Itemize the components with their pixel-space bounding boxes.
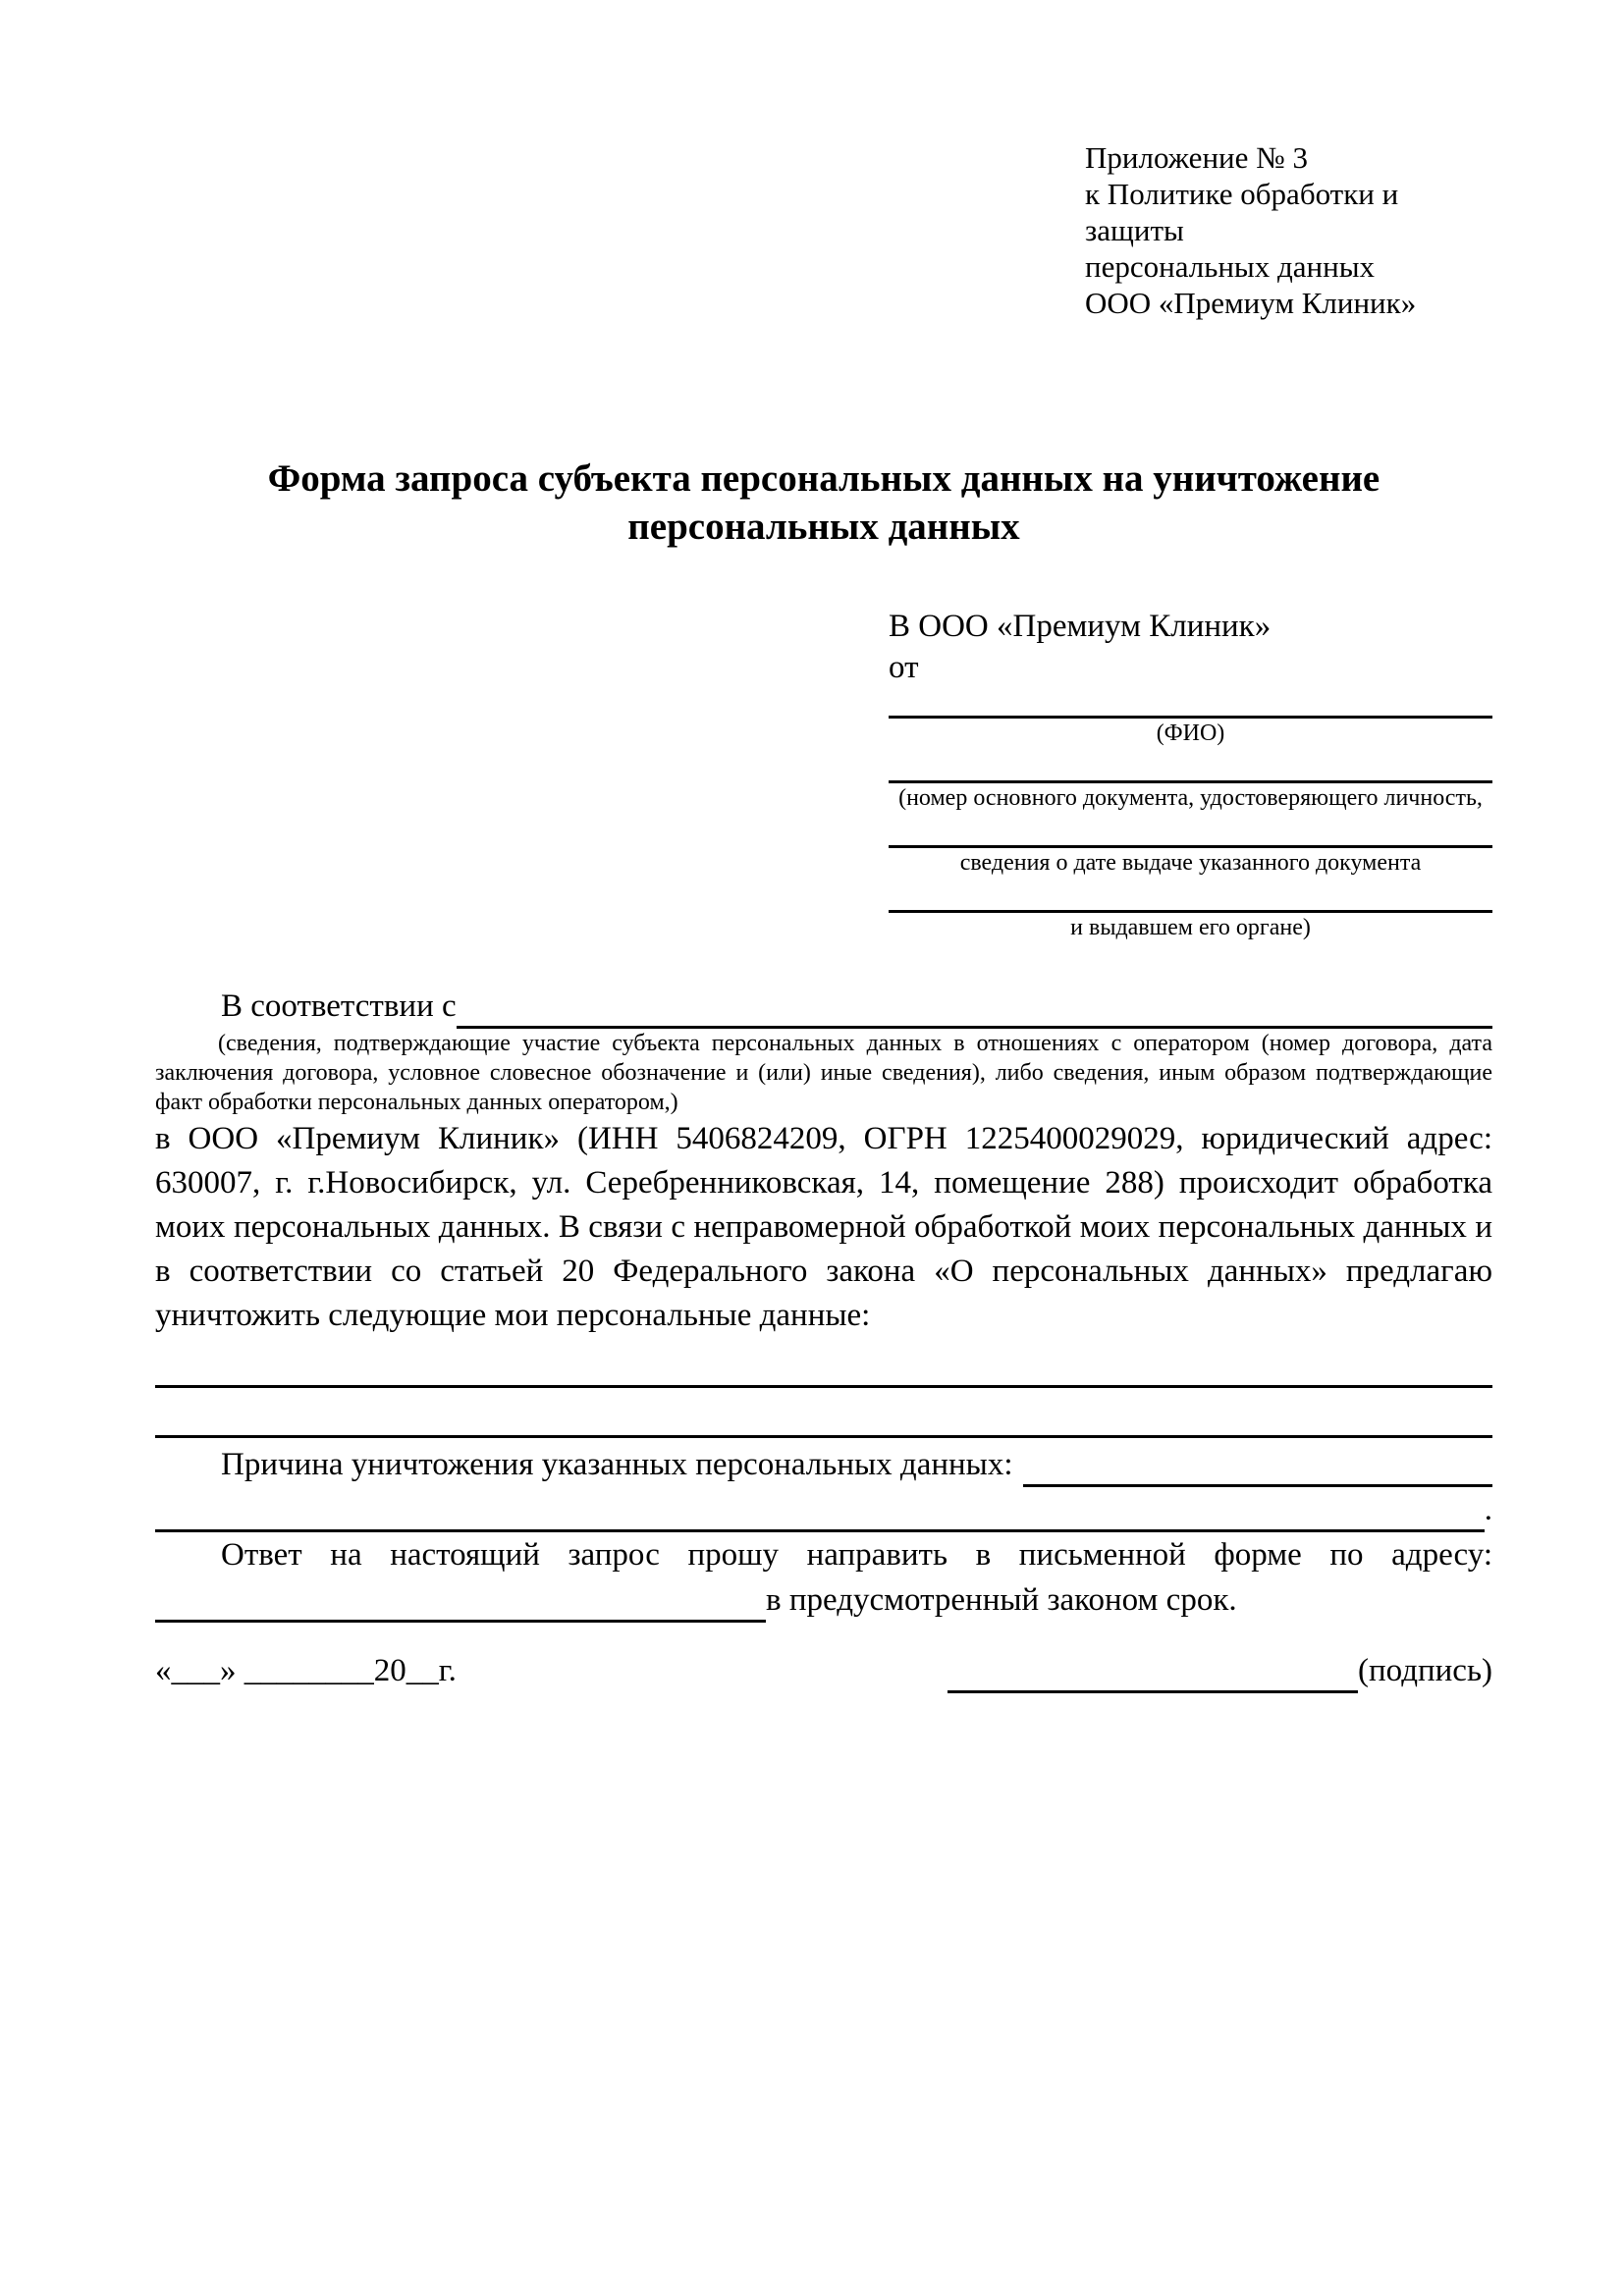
id-number-field: [889, 753, 1492, 813]
fio-field: [889, 688, 1492, 748]
reason-fill-line[interactable]: [1023, 1452, 1492, 1487]
appendix-line: Приложение № 3: [1085, 140, 1308, 175]
document-title: Форма запроса субъекта персональных данных на уничтожение персональных данных: [267, 457, 1380, 548]
address-fill-line[interactable]: [155, 1587, 766, 1623]
issuing-authority-caption: и выдавшем его органе): [1070, 915, 1311, 940]
signature-fill-line[interactable]: [947, 1658, 1358, 1693]
signature-caption: (подпись): [1358, 1653, 1492, 1688]
reason-line-period: .: [1484, 1492, 1492, 1527]
reason-row-2: [155, 1487, 1492, 1532]
accordance-fill-line[interactable]: [457, 993, 1492, 1029]
main-paragraph: в ООО «Премиум Клиник» (ИНН 5406824209, ОГРН 1225400029029, юридический адрес: 630007, г. г.Новосибирск, ул. Серебренниковская, 14, помещение 288) происходит обработка моих персональных данных. В связи с неправомерной обработкой моих персональных данных и в соответствии со статьей 20 Федерального закона «О персональных данных» предлагаю уничтожить следующие мои персональные данные:: [155, 1121, 1492, 1333]
id-number-fill-line[interactable]: [889, 753, 1492, 783]
accordance-note: (сведения, подтверждающие участие субъекта персональных данных в отношениях с оператором (номер договора, дата заключения договора, условное словесное обозначение и (или) иные сведения), либо сведения, иным образом подтверждающие факт обработки персональных данных оператором,): [155, 1031, 1492, 1115]
appendix-line: персональных данных: [1085, 249, 1376, 284]
issuing-authority-fill-line[interactable]: [889, 882, 1492, 913]
addressee-to: В ООО «Премиум Клиник»: [889, 609, 1272, 644]
id-number-caption: (номер основного документа, удостоверяющего личность,: [898, 785, 1483, 811]
accordance-row: [155, 984, 1492, 1029]
appendix-line: к Политике обработки и защиты: [1085, 177, 1399, 247]
issuing-authority-field: [889, 882, 1492, 942]
response-lead: Ответ на настоящий запрос прошу направить в письменной форме по адресу:: [221, 1537, 1492, 1573]
appendix-block: [1085, 139, 1492, 321]
response-tail: в предусмотренный законом срок.: [766, 1582, 1237, 1618]
addressee-from-label: от: [889, 650, 919, 685]
reason-fill-line-2[interactable]: [155, 1497, 1485, 1532]
issue-date-field: [889, 818, 1492, 878]
reason-lead: Причина уничтожения указанных персональных данных:: [221, 1447, 1013, 1482]
fio-fill-line[interactable]: [889, 688, 1492, 719]
personal-data-fill-line-1[interactable]: [155, 1338, 1492, 1388]
personal-data-fill-line-2[interactable]: [155, 1388, 1492, 1438]
issue-date-caption: сведения о дате выдаче указанного документа: [959, 850, 1422, 876]
reason-row: [155, 1442, 1492, 1487]
date-blank[interactable]: «___» ________20__г.: [155, 1653, 457, 1688]
address-row: [155, 1577, 1492, 1623]
addressee-block: [889, 606, 1492, 942]
accordance-lead: В соответствии с: [221, 988, 457, 1024]
issue-date-fill-line[interactable]: [889, 818, 1492, 848]
footer-row: [155, 1648, 1492, 1693]
fio-caption: (ФИО): [1156, 721, 1225, 746]
signature-group: [947, 1648, 1492, 1693]
appendix-line: ООО «Премиум Клиник»: [1085, 286, 1417, 320]
